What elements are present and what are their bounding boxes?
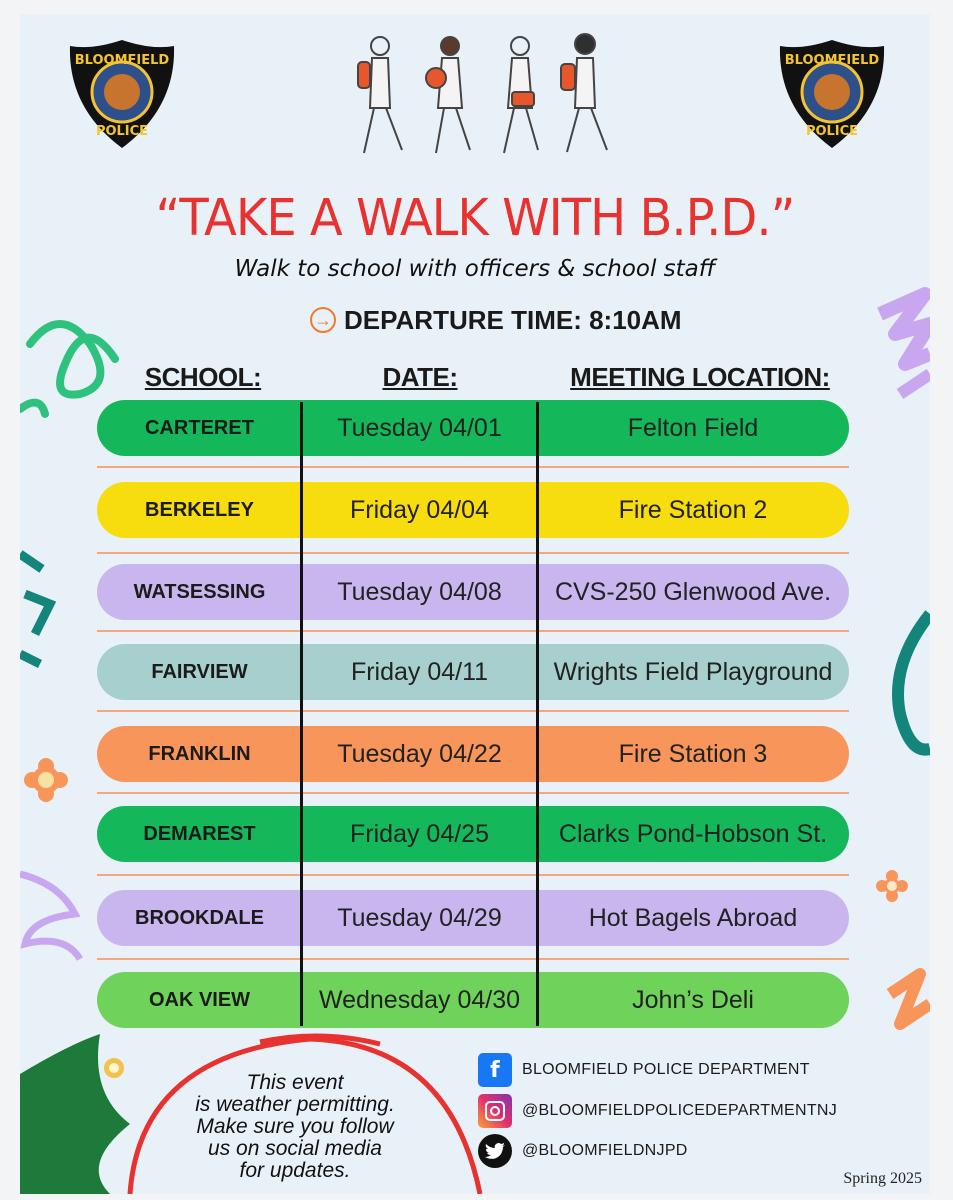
schedule-row [97, 890, 849, 946]
walk-date: Tuesday 04/08 [337, 577, 502, 606]
meeting-location: Hot Bagels Abroad [588, 903, 798, 932]
badge-text-top: BLOOMFIELD [74, 53, 170, 68]
column-header-location: MEETING LOCATION: [570, 362, 830, 392]
meeting-location: Clarks Pond-Hobson St. [558, 819, 828, 848]
walk-date: Wednesday 04/30 [318, 985, 521, 1014]
badge-text-top: BLOOMFIELD [784, 53, 880, 68]
badge-text-bottom: POLICE [95, 124, 149, 139]
meeting-location: Wrights Field Playground [553, 657, 833, 686]
walk-date: Friday 04/11 [350, 657, 489, 686]
departure-time [310, 302, 682, 338]
walk-date: Friday 04/25 [350, 819, 489, 848]
schedule-row [97, 564, 849, 620]
meeting-location: Fire Station 2 [618, 495, 768, 524]
walk-date: Friday 04/04 [350, 495, 489, 524]
walking-kids-illustration [350, 28, 630, 168]
school-name: DEMAREST [143, 822, 256, 845]
social-facebook[interactable] [478, 1053, 810, 1087]
school-name: FAIRVIEW [151, 660, 248, 683]
schedule-row [97, 482, 849, 538]
twitter-icon [478, 1134, 512, 1168]
row-divider [97, 792, 849, 794]
walk-date: Tuesday 04/29 [337, 903, 502, 932]
notice-line: us on social media [208, 1137, 382, 1160]
row-divider [97, 874, 849, 876]
instagram-icon [478, 1094, 512, 1128]
weather-notice [160, 1072, 430, 1182]
column-separator [300, 402, 303, 1026]
badge-text-bottom: POLICE [805, 124, 859, 139]
column-header-date: DATE: [382, 362, 458, 392]
row-divider [97, 958, 849, 960]
row-divider [97, 710, 849, 712]
column-header-school: SCHOOL: [144, 362, 262, 392]
walk-date: Tuesday 04/22 [337, 739, 502, 768]
police-badge-right [776, 38, 888, 150]
school-name: FRANKLIN [148, 742, 251, 765]
subtitle: Walk to school with officers & school staff [234, 256, 716, 282]
school-name: OAK VIEW [148, 988, 251, 1011]
school-name: WATSESSING [133, 580, 266, 603]
school-name: BERKELEY [145, 498, 254, 521]
flyer [20, 14, 930, 1194]
page-title: “TAKE A WALK WITH B.P.D.” [155, 188, 795, 248]
meeting-location: Fire Station 3 [618, 739, 768, 768]
departure-label: DEPARTURE TIME: 8:10AM [344, 304, 682, 335]
notice-line: This event [246, 1071, 344, 1094]
school-name: CARTERET [145, 416, 254, 439]
walk-date: Tuesday 04/01 [337, 413, 502, 442]
notice-line: for updates. [239, 1159, 351, 1182]
facebook-handle: BLOOMFIELD POLICE DEPARTMENT [522, 1061, 810, 1078]
notice-line: Make sure you follow [196, 1115, 394, 1138]
meeting-location: John’s Deli [632, 985, 754, 1014]
facebook-icon: f [478, 1053, 512, 1087]
school-name: BROOKDALE [135, 906, 264, 929]
social-twitter[interactable] [478, 1134, 688, 1168]
row-divider [97, 466, 849, 468]
notice-line: is weather permitting. [195, 1093, 395, 1116]
schedule-row [97, 806, 849, 862]
police-badge-left [66, 38, 178, 150]
column-separator [536, 402, 539, 1026]
meeting-location: CVS-250 Glenwood Ave. [554, 577, 832, 606]
schedule-row [97, 726, 849, 782]
meeting-location: Felton Field [627, 413, 759, 442]
arrow-right-icon: → [310, 307, 336, 333]
schedule-row [97, 644, 849, 700]
schedule-row [97, 400, 849, 456]
season-label: Spring 2025 [843, 1170, 922, 1187]
schedule-row [97, 972, 849, 1028]
row-divider [97, 630, 849, 632]
social-instagram[interactable] [478, 1094, 837, 1128]
instagram-handle: @BLOOMFIELDPOLICEDEPARTMENTNJ [522, 1102, 838, 1119]
twitter-handle: @BLOOMFIELDNJPD [522, 1142, 688, 1159]
row-divider [97, 552, 849, 554]
